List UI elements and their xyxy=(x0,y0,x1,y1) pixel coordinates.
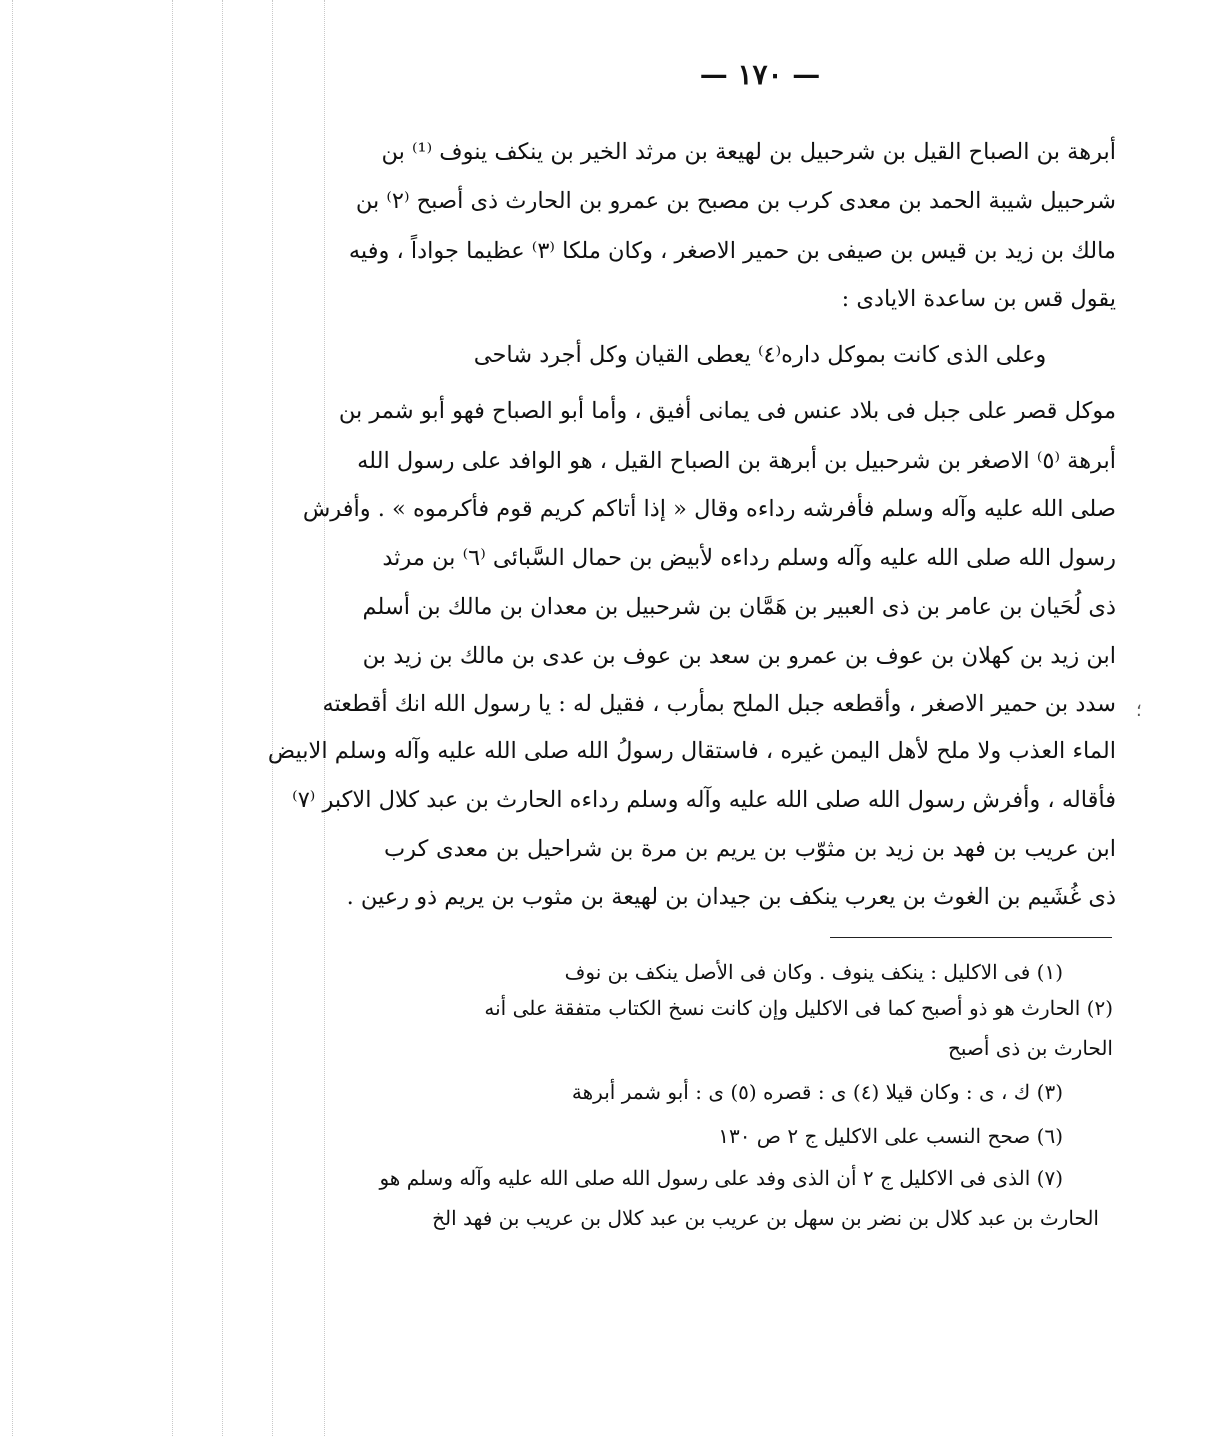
text-line: فأقاله ، وأفرش رسول الله صلى الله عليه وآله وسلم رداءه الحارث بن عبد كلال الاكبر ⁽٧⁾ xyxy=(292,787,1116,813)
text-line: موكل قصر على جبل فى بلاد عنس فى يمانى أفيق ، وأما أبو الصباح فهو أبو شمر بن xyxy=(338,398,1116,424)
footnote-2: (٢) الحارث هو ذو أصبح كما فى الاكليل وإن كانت نسخ الكتاب متفقة على أنه xyxy=(484,996,1113,1020)
footnote-3-4-5: (٣) ك ، ى : وكان قيلا (٤) ى : قصره (٥) ى : أبو شمر أبرهة xyxy=(571,1080,1063,1104)
margin-mark: ؛ xyxy=(1136,700,1142,721)
text-line: يقول قس بن ساعدة الايادى : xyxy=(841,286,1116,312)
text-line: ذى لُحَيان بن عامر بن ذى العبير بن هَمَّان بن شرحبيل بن معدان بن مالك بن أسلم xyxy=(362,594,1116,620)
footnote-1: (١) فى الاكليل : ينكف ينوف . وكان فى الأصل ينكف بن نوف xyxy=(564,960,1063,984)
text-line: رسول الله صلى الله عليه وآله وسلم رداءه لأبيض بن حمال السَّبائى ⁽٦⁾ بن مرثد xyxy=(382,545,1116,571)
footnote-7-cont: الحارث بن عبد كلال بن نضر بن سهل بن عريب بن عبد كلال بن عريب بن فهد الخ xyxy=(432,1206,1099,1230)
page-number: — ١٧٠ — xyxy=(699,58,821,91)
footnote-6: (٦) صحح النسب على الاكليل ج ٢ ص ١٣٠ xyxy=(718,1124,1063,1148)
text-line: سدد بن حمير الاصغر ، وأقطعه جبل الملح بمأرب ، فقيل له : يا رسول الله انك أقطعته xyxy=(322,691,1116,717)
footnote-7: (٧) الذى فى الاكليل ج ٢ أن الذى وفد على رسول الله صلى الله عليه وآله وسلم هو xyxy=(379,1166,1063,1190)
scan-edge-fold-3 xyxy=(272,0,273,1436)
text-line: صلى الله عليه وآله وسلم فأفرشه رداءه وقال « إذا أتاكم كريم قوم فأكرموه » . وأفرش xyxy=(302,496,1116,522)
text-line: ابن عريب بن فهد بن زيد بن مثوّب بن يريم بن مرة بن شراحيل بن معدى كرب xyxy=(384,836,1116,862)
text-line: مالك بن زيد بن قيس بن صيفى بن حمير الاصغر ، وكان ملكا ⁽٣⁾ عظيما جواداً ، وفيه xyxy=(348,238,1116,264)
scan-edge-left xyxy=(12,0,13,1436)
scan-edge-fold-1 xyxy=(172,0,173,1436)
text-line: شرحبيل شيبة الحمد بن معدى كرب بن مصبح بن عمرو بن الحارث ذى أصبح ⁽٢⁾ بن xyxy=(355,188,1116,214)
text-line: أبرهة ⁽٥⁾ الاصغر بن شرحبيل بن أبرهة بن الصباح القيل ، هو الوافد على رسول الله xyxy=(357,448,1116,474)
poem-verse: وعلى الذى كانت بموكل داره⁽٤⁾ يعطى القيان وكل أجرد شاحى xyxy=(473,342,1047,368)
footnote-divider xyxy=(830,937,1112,938)
text-line: ابن زيد بن كهلان بن عوف بن عمرو بن سعد بن عوف بن عدى بن مالك بن زيد بن xyxy=(362,643,1116,669)
text-line: ذى غُشَيم بن الغوث بن يعرب ينكف بن جيدان بن لهيعة بن مثوب بن يريم ذو رعين . xyxy=(346,884,1116,910)
text-line: أبرهة بن الصباح القيل بن شرحبيل بن لهيعة بن مرثد الخير بن ينكف ينوف ⁽¹⁾ بن xyxy=(381,139,1116,165)
text-line: الماء العذب ولا ملح لأهل اليمن غيره ، فاستقال رسولُ الله صلى الله عليه وآله وسلم الابيض xyxy=(267,738,1116,764)
scan-edge-fold-2 xyxy=(222,0,223,1436)
footnote-2-cont: الحارث بن ذى أصبح xyxy=(947,1036,1113,1060)
